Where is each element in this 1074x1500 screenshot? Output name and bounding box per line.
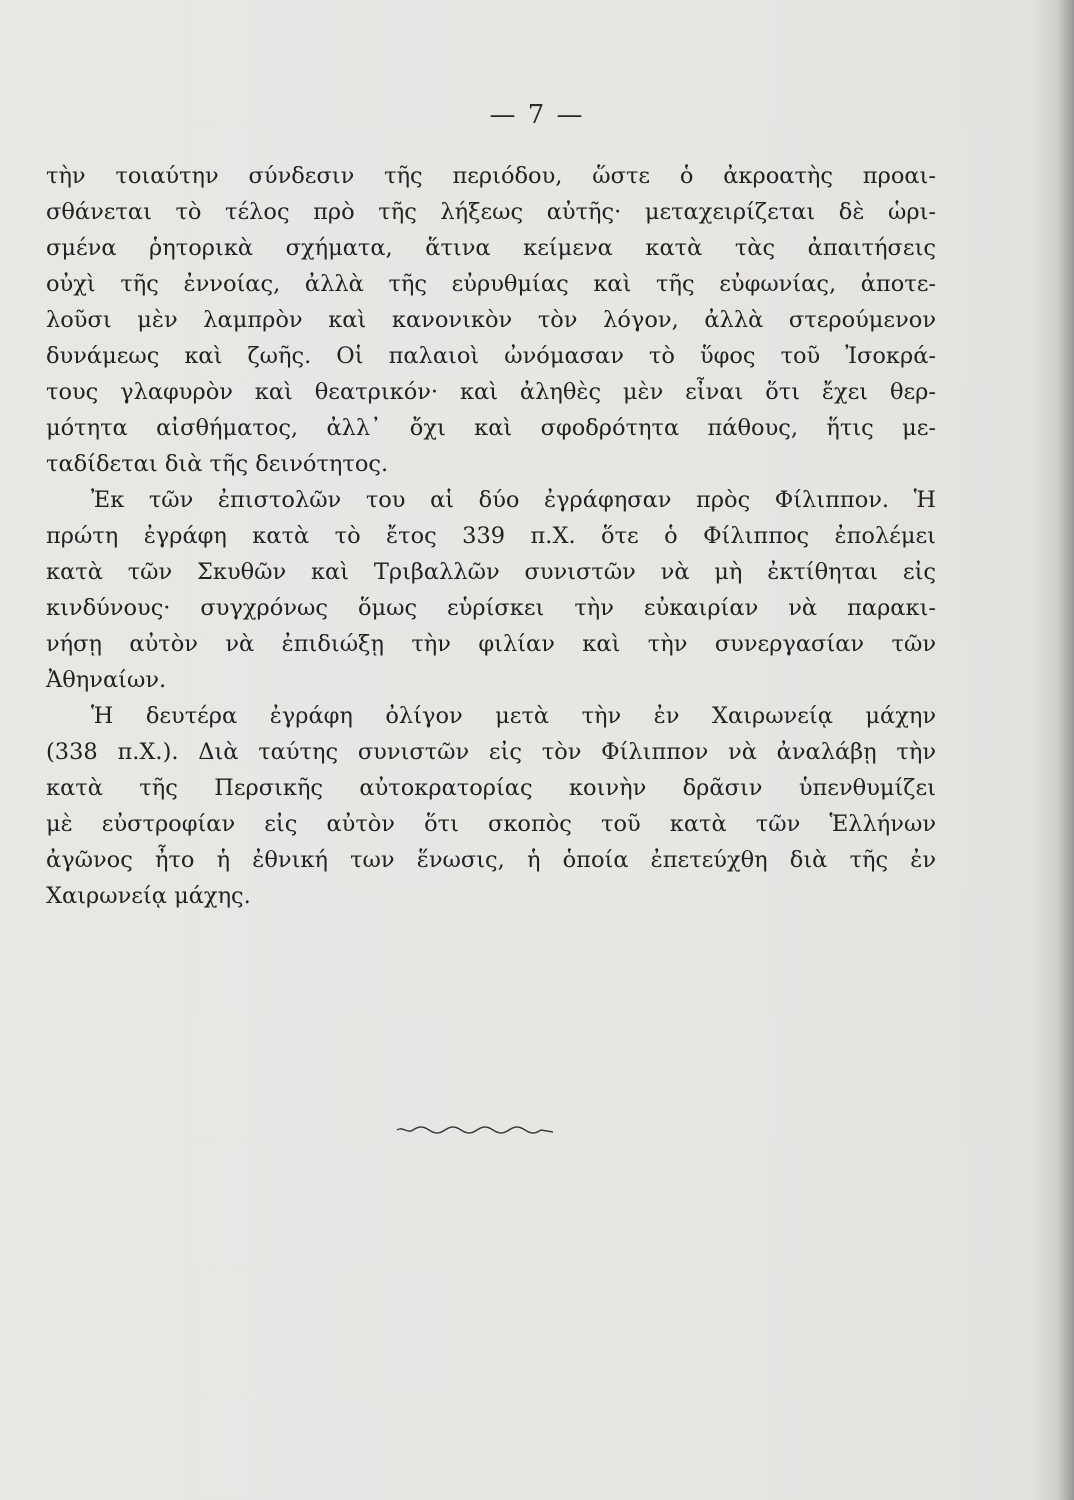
text-line: ταδίδεται διὰ τῆς δεινότητος. [46,451,389,477]
text-line: Χαιρωνείᾳ μάχης. [46,883,251,909]
text-line: οὐχὶ τῆς ἐννοίας, ἀλλὰ τῆς εὐρυθμίας καὶ τῆς εὐφωνίας, ἀποτε- [46,271,936,297]
paragraph-second-letter [46,698,936,914]
text-line: μότητα αἰσθήματος, ἀλλ᾽ ὄχι καὶ σφοδρότητα πάθους, ἥτις με- [46,415,936,441]
text-line: Ἡ δευτέρα ἐγράφη ὀλίγον μετὰ τὴν ἐν Χαιρωνείᾳ μάχην [91,703,936,729]
text-line: (338 π.Χ.). Διὰ ταύτης συνιστῶν εἰς τὸν Φίλιππον νὰ ἀναλάβῃ τὴν [46,739,936,765]
text-line: νήσῃ αὐτὸν νὰ ἐπιδιώξῃ τὴν φιλίαν καὶ τὴν συνεργασίαν τῶν [46,631,936,657]
text-line: πρώτη ἐγράφη κατὰ τὸ ἔτος 339 π.Χ. ὅτε ὁ Φίλιππος ἐπολέμει [46,523,936,549]
text-line: κατὰ τῶν Σκυθῶν καὶ Τριβαλλῶν συνιστῶν νὰ μὴ ἐκτίθηται εἰς [46,559,936,585]
text-line: τους γλαφυρὸν καὶ θεατρικόν· καὶ ἀληθὲς μὲν εἶναι ὅτι ἔχει θερ- [46,379,936,405]
text-line: δυνάμεως καὶ ζωῆς. Οἱ παλαιοὶ ὠνόμασαν τὸ ὕφος τοῦ Ἰσοκρά- [46,343,936,369]
paragraph-style-of-isocrates [46,158,936,482]
text-line: λοῦσι μὲν λαμπρὸν καὶ κανονικὸν τὸν λόγον, ἀλλὰ στερούμενον [46,307,936,333]
text-line: σμένα ῥητορικὰ σχήματα, ἅτινα κείμενα κατὰ τὰς ἀπαιτήσεις [46,235,936,261]
text-line: μὲ εὐστροφίαν εἰς αὐτὸν ὅτι σκοπὸς τοῦ κατὰ τῶν Ἑλλήνων [46,811,936,837]
text-line: σθάνεται τὸ τέλος πρὸ τῆς λήξεως αὐτῆς· μεταχειρίζεται δὲ ὡρι- [46,199,936,225]
decorative-tail-ornament [395,1122,555,1138]
body-text [46,158,936,914]
text-line: Ἐκ τῶν ἐπιστολῶν του αἱ δύο ἐγράφησαν πρὸς Φίλιππον. Ἡ [91,487,936,513]
text-line: τὴν τοιαύτην σύνδεσιν τῆς περιόδου, ὥστε ὁ ἀκροατὴς προαι- [46,163,936,189]
paragraph-first-letter [46,482,936,698]
page-number: — 7 — [489,100,585,130]
text-line: κατὰ τῆς Περσικῆς αὐτοκρατορίας κοινὴν δρᾶσιν ὑπενθυμίζει [46,775,936,801]
text-line: ἀγῶνος ἦτο ἡ ἐθνική των ἕνωσις, ἡ ὁποία ἐπετεύχθη διὰ τῆς ἐν [46,847,936,873]
text-line: Ἀθηναίων. [46,667,167,693]
text-line: κινδύνους· συγχρόνως ὅμως εὑρίσκει τὴν εὐκαιρίαν νὰ παρακι- [46,595,936,621]
